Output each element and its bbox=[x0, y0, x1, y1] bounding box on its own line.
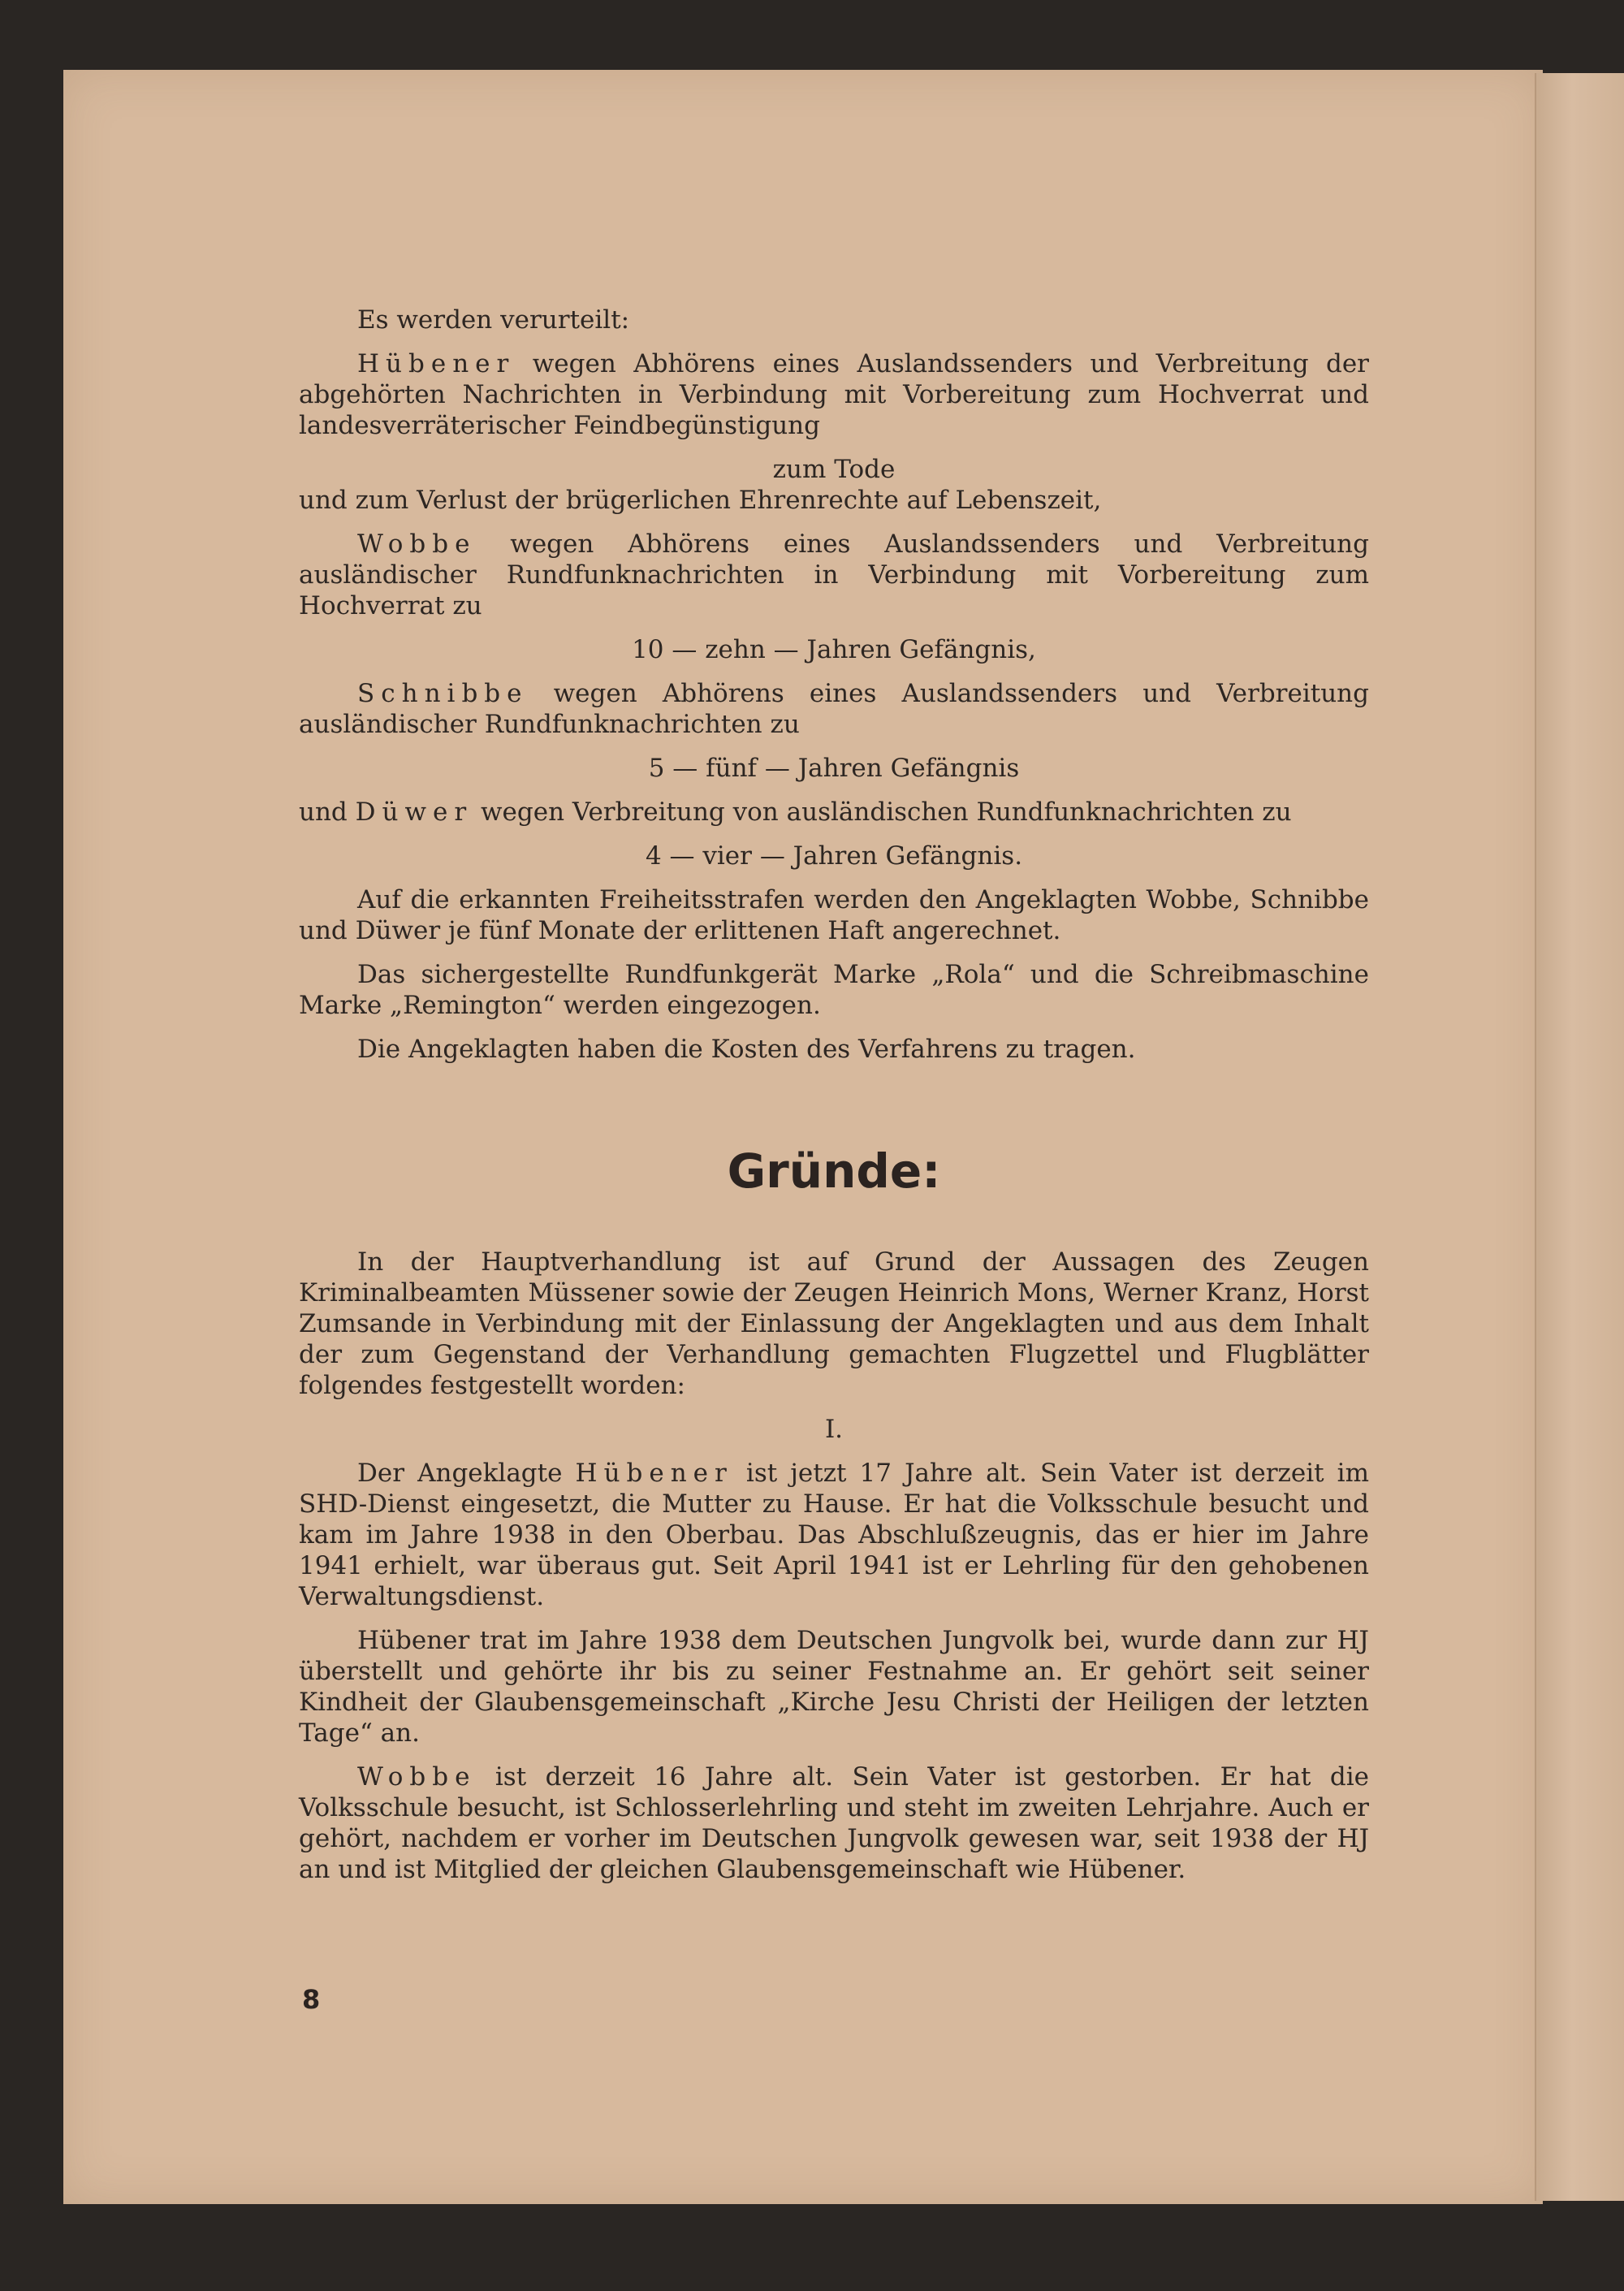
verdict-wobbe-text: wegen Abhörens eines Auslandssenders und Verbreitung ausländischer Rundfunknachrichten in Verbindung mit Vorbereitung zum Hochverrat zu bbox=[299, 530, 1369, 620]
verdict-duewer-text: wegen Verbreitung von ausländischen Rundfunknachrichten zu bbox=[473, 798, 1292, 827]
sentence-wobbe: 10 — zehn — Jahren Gefängnis, bbox=[632, 635, 1036, 664]
costs-paragraph: Die Angeklagten haben die Kosten des Verfahrens zu tragen. bbox=[357, 1035, 1136, 1064]
defendant-name-wobbe: Wobbe bbox=[357, 530, 477, 559]
page-number: 8 bbox=[302, 1984, 321, 2015]
verdict-duewer bbox=[299, 797, 1369, 828]
custody-credit-paragraph: Auf die erkannten Freiheitsstrafen werden den Angeklagten Wobbe, Schnibbe und Düwer je fünf Monate der erlittenen Haft angerechnet. bbox=[299, 885, 1369, 945]
verdict-huebener bbox=[299, 348, 1369, 441]
huebener-bio-name: Hübener bbox=[575, 1459, 733, 1488]
sentence-schnibbe: 5 — fünf — Jahren Gefängnis bbox=[648, 754, 1020, 783]
reasons-heading: Gründe: bbox=[727, 1143, 941, 1199]
wobbe-bio-text: ist derzeit 16 Jahre alt. Sein Vater ist gestorben. Er hat die Volksschule besucht, ist Schlosserlehrling und steht im zweiten Lehrjahre. Auch er gehört, nachdem er vorher im Deutschen Jungvolk gewesen war, seit 1938 der HJ an und ist Mitglied der gleichen Glaubensgemeinschaft wie Hübener. bbox=[299, 1762, 1369, 1884]
defendant-name-huebener: Hübener bbox=[357, 349, 516, 378]
verdict-schnibbe-text: wegen Abhörens eines Auslandssenders und Verbreitung ausländischer Rundfunknachrichten zu bbox=[299, 679, 1369, 739]
sentence-huebener: zum Tode bbox=[772, 455, 896, 484]
wobbe-bio-paragraph bbox=[299, 1761, 1369, 1885]
confiscation-paragraph: Das sichergestellte Rundfunkgerät Marke „Rola“ und die Schreibmaschine Marke „Remington“ werden eingezogen. bbox=[299, 960, 1369, 1020]
huebener-bio-paragraph bbox=[299, 1458, 1369, 1612]
wobbe-bio-name: Wobbe bbox=[357, 1762, 477, 1792]
defendant-name-duewer: Düwer bbox=[355, 798, 473, 827]
defendant-name-schnibbe: Schnibbe bbox=[357, 679, 529, 708]
verdict-huebener-text: wegen Abhörens eines Auslandssenders und Verbreitung der abgehörten Nachrichten in Verbindung mit Vorbereitung zum Hochverrat und landesverräterischer Feindbegünstigung bbox=[299, 349, 1369, 440]
section-number: I. bbox=[824, 1415, 844, 1444]
huebener-membership-paragraph: Hübener trat im Jahre 1938 dem Deutschen Jungvolk bei, wurde dann zur HJ überstellt und gehörte ihr bis zu seiner Festnahme an. Er gehört seit seiner Kindheit der Glaubensgemeinschaft „Kirche Jesu Christi der Heiligen der letzten Tage“ an. bbox=[299, 1626, 1369, 1748]
next-page-edge bbox=[1535, 73, 1624, 2201]
verdict-duewer-prefix: und bbox=[299, 798, 356, 827]
huebener-bio-text: ist jetzt 17 Jahre alt. Sein Vater ist derzeit im SHD-Dienst eingesetzt, die Mutter zu Hause. Er hat die Volksschule besucht und kam im Jahre 1938 in den Oberbau. Das Abschlußzeugnis, das er hier im Jahre 1941 erhielt, war überaus gut. Seit April 1941 ist er Lehrling für den gehobenen Verwaltungsdienst. bbox=[299, 1459, 1369, 1611]
verdict-schnibbe bbox=[299, 678, 1369, 740]
huebener-bio-prefix: Der Angeklagte bbox=[357, 1459, 576, 1488]
reasons-intro-paragraph: In der Hauptverhandlung ist auf Grund der Aussagen des Zeugen Kriminalbeamten Müssener sowie der Zeugen Heinrich Mons, Werner Kranz, Horst Zumsande in Verbindung mit der Einlassung der Angeklagten und aus dem Inhalt der zum Gegenstand der Verhandlung gemachten Flugzettel und Flugblätter folgendes festgestellt worden: bbox=[299, 1247, 1369, 1400]
sentence-duewer: 4 — vier — Jahren Gefängnis. bbox=[645, 841, 1023, 871]
verdict-wobbe bbox=[299, 529, 1369, 621]
sentence-huebener-extra: und zum Verlust der brügerlichen Ehrenrechte auf Lebenszeit, bbox=[299, 486, 1102, 515]
document-body bbox=[299, 305, 1369, 1885]
verdict-intro: Es werden verurteilt: bbox=[357, 305, 630, 335]
